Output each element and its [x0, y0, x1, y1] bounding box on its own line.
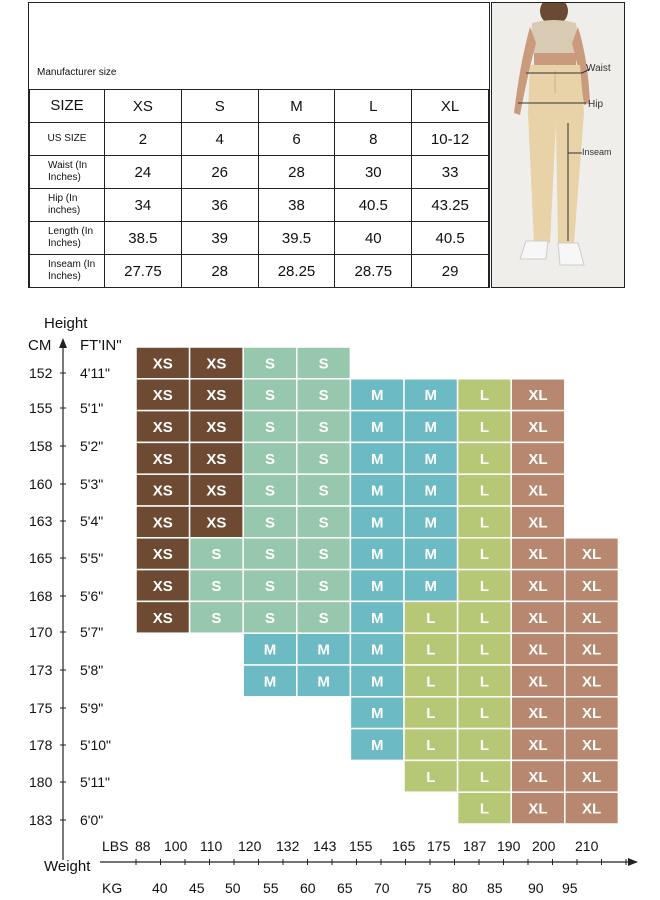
model-photo: [491, 2, 625, 288]
hip-label: Hip: [588, 99, 604, 110]
table-cell: 28.25: [258, 255, 335, 288]
size-cell-label: XL: [528, 705, 548, 723]
size-cell-label: S: [318, 609, 329, 627]
size-cell-label: S: [264, 387, 276, 405]
table-cell: 40.5: [335, 189, 412, 222]
size-cell-label: M: [317, 641, 330, 659]
size-cell-label: L: [479, 737, 489, 754]
size-grid: [29, 89, 489, 288]
size-cell-label: S: [264, 514, 276, 532]
kg-tick-label: 75: [416, 880, 432, 896]
size-cell-label: L: [479, 482, 489, 500]
table-cell: 38: [258, 189, 335, 222]
table-cell: 6: [258, 123, 335, 156]
height-ftin-label: 5'8": [80, 662, 104, 678]
kg-tick-label: 85: [487, 880, 503, 896]
size-cell-label: M: [424, 387, 438, 405]
size-cell-label: S: [211, 578, 222, 595]
height-cm-label: 165: [29, 550, 53, 566]
row-label: SIZE: [30, 90, 105, 123]
size-cell-label: L: [479, 514, 489, 532]
size-cell-label: XL: [528, 737, 548, 754]
weight-axis-ticks: [136, 859, 626, 865]
height-cm-label: 155: [29, 400, 53, 416]
table-cell: 40: [335, 222, 412, 255]
size-cell-label: L: [426, 673, 436, 691]
table-cell: XL: [412, 90, 489, 123]
size-cell-label: XL: [582, 673, 602, 691]
size-cell-label: L: [479, 768, 489, 786]
height-ftin-label: 5'6": [80, 588, 104, 604]
height-ftin-label: 5'2": [80, 438, 104, 454]
size-cell-label: XS: [152, 482, 173, 500]
row-label: Length (In Inches): [30, 222, 105, 255]
row-label: US SIZE: [30, 123, 105, 156]
size-cell-label: M: [424, 419, 438, 436]
size-cell-label: M: [370, 450, 384, 468]
size-cell-label: XS: [206, 419, 227, 436]
size-cell-label: XS: [206, 482, 227, 500]
inseam-label: Inseam: [582, 147, 612, 157]
height-ftin-label: 5'5": [80, 550, 104, 566]
size-cell-label: L: [426, 609, 436, 627]
height-ftin-label: 5'1": [80, 400, 104, 416]
height-ftin-label: 5'7": [80, 624, 104, 640]
kg-tick-labels: [152, 880, 578, 896]
lbs-tick-labels: [135, 838, 599, 854]
size-cell-label: XS: [152, 450, 173, 468]
size-cell-label: XL: [528, 546, 548, 564]
cm-header: CM: [28, 337, 52, 354]
table-cell: M: [258, 90, 335, 123]
height-weight-size-chart: [0, 300, 660, 900]
size-cell-label: XS: [152, 578, 173, 595]
height-cm-label: 183: [29, 812, 53, 828]
table-cell: 39.5: [258, 222, 335, 255]
size-table: [28, 2, 490, 288]
lbs-tick-label: 187: [463, 838, 487, 854]
table-row: [30, 90, 489, 123]
size-cell-label: M: [317, 673, 330, 691]
lbs-tick-label: 200: [532, 838, 556, 854]
table-cell: 36: [181, 189, 258, 222]
size-cell-label: L: [479, 609, 489, 627]
size-cell-label: S: [318, 450, 329, 468]
table-cell: 8: [335, 123, 412, 156]
kg-tick-label: 80: [452, 880, 468, 896]
size-cell-label: L: [479, 800, 489, 818]
table-cell: 2: [105, 123, 182, 156]
size-cell-label: S: [318, 514, 329, 532]
table-cell: 33: [412, 156, 489, 189]
size-cell-label: XL: [528, 609, 548, 627]
table-row: [30, 156, 489, 189]
size-cell-label: XL: [582, 641, 602, 659]
size-cell-label: S: [264, 482, 276, 500]
size-cell-label: M: [370, 609, 384, 627]
size-cell-label: S: [264, 419, 276, 436]
size-cell-label: XS: [152, 387, 173, 405]
size-cell-label: XL: [528, 387, 548, 405]
size-cell-label: L: [426, 768, 436, 786]
row-label: Hip (In inches): [30, 189, 105, 222]
height-tick-labels: [29, 365, 111, 828]
table-cell: 26: [181, 156, 258, 189]
height-cm-label: 160: [29, 476, 53, 492]
table-cell: 39: [181, 222, 258, 255]
table-row: [30, 189, 489, 222]
size-cell-label: L: [426, 641, 436, 659]
table-cell: 4: [181, 123, 258, 156]
size-cell-label: XL: [528, 768, 548, 786]
height-ftin-label: 5'4": [80, 513, 104, 529]
size-cell-label: S: [264, 450, 276, 468]
kg-tick-label: 40: [152, 880, 168, 896]
size-cell-label: XS: [206, 514, 227, 532]
size-cell-label: S: [318, 482, 329, 500]
size-cell-label: M: [370, 673, 384, 691]
size-cell-label: L: [479, 387, 489, 405]
table-cell: 28: [181, 255, 258, 288]
kg-label: KG: [102, 880, 123, 896]
size-cell-label: XL: [528, 482, 548, 500]
kg-tick-label: 95: [562, 880, 578, 896]
kg-tick-label: 60: [300, 880, 316, 896]
height-cm-label: 178: [29, 737, 53, 753]
table-cell: 30: [335, 156, 412, 189]
size-cell-label: S: [318, 355, 329, 373]
size-cell-label: S: [318, 546, 329, 564]
size-cell-label: XL: [582, 546, 602, 564]
height-cm-label: 152: [29, 365, 53, 381]
model-illustration: [492, 3, 625, 288]
size-cell-label: XL: [582, 800, 602, 818]
size-cell-label: XL: [582, 705, 602, 723]
size-cell-label: M: [370, 546, 384, 564]
size-cell-label: S: [318, 387, 329, 405]
size-cells: [136, 347, 618, 824]
waist-label: Waist: [586, 63, 611, 74]
kg-tick-label: 90: [528, 880, 544, 896]
size-cell-label: XL: [528, 450, 548, 468]
size-cell-label: L: [426, 737, 436, 754]
size-cell-label: M: [370, 705, 384, 723]
table-row: [30, 222, 489, 255]
height-cm-label: 180: [29, 774, 53, 790]
size-cell-label: S: [264, 546, 276, 564]
size-cell-label: M: [370, 419, 384, 436]
lbs-label: LBS: [102, 838, 129, 854]
size-cell-label: XS: [152, 514, 173, 532]
size-cell-label: M: [370, 387, 384, 405]
lbs-tick-label: 120: [238, 838, 262, 854]
size-cell-label: L: [479, 673, 489, 691]
table-cell: L: [335, 90, 412, 123]
weight-axis-title: Weight: [44, 858, 91, 875]
size-cell-label: S: [318, 419, 329, 436]
size-cell-label: M: [424, 450, 438, 468]
kg-tick-label: 55: [263, 880, 279, 896]
height-cm-label: 158: [29, 438, 53, 454]
table-cell: 38.5: [105, 222, 182, 255]
size-cell-label: L: [479, 705, 489, 723]
size-cell-label: S: [211, 546, 222, 564]
height-ftin-label: 5'11": [80, 774, 110, 790]
height-ftin-label: 5'9": [80, 700, 104, 716]
weight-axis-arrow: [628, 858, 638, 866]
lbs-tick-label: 143: [313, 838, 337, 854]
lbs-tick-label: 165: [392, 838, 416, 854]
table-row: [30, 123, 489, 156]
size-cell-label: L: [426, 705, 436, 723]
size-cell-label: L: [479, 546, 489, 564]
table-cell: 28: [258, 156, 335, 189]
kg-tick-label: 70: [374, 880, 390, 896]
lbs-tick-label: 110: [200, 838, 223, 854]
height-cm-label: 170: [29, 624, 53, 640]
height-cm-label: 168: [29, 588, 53, 604]
height-cm-label: 163: [29, 513, 53, 529]
size-cell-label: M: [263, 641, 277, 659]
height-ftin-label: 6'0": [80, 812, 104, 828]
size-cell-label: XL: [582, 578, 602, 595]
size-cell-label: XS: [152, 419, 173, 436]
table-cell: 10-12: [412, 123, 489, 156]
lbs-tick-label: 190: [497, 838, 521, 854]
size-cell-label: S: [264, 578, 276, 595]
table-row: [30, 255, 489, 288]
size-cell-label: M: [370, 641, 384, 659]
size-cell-label: S: [264, 609, 276, 627]
table-cell: 24: [105, 156, 182, 189]
lbs-tick-label: 88: [135, 838, 151, 854]
size-cell-label: M: [424, 514, 438, 532]
size-cell-label: L: [479, 450, 489, 468]
size-cell-label: M: [370, 514, 384, 532]
height-axis-arrow: [59, 338, 67, 348]
size-cell-label: L: [479, 419, 489, 436]
height-ftin-label: 5'10": [80, 737, 112, 753]
table-cell: 29: [412, 255, 489, 288]
kg-tick-label: 50: [225, 880, 241, 896]
size-cell-label: L: [479, 641, 489, 659]
size-cell-label: M: [370, 737, 384, 754]
size-cell-label: XL: [528, 419, 548, 436]
size-cell-label: XL: [582, 609, 602, 627]
size-cell-label: XS: [206, 387, 227, 405]
size-cell-label: S: [211, 609, 222, 627]
height-axis-title: Height: [44, 315, 88, 332]
table-cell: 43.25: [412, 189, 489, 222]
table-cell: XS: [105, 90, 182, 123]
ftin-header: FT'IN": [80, 337, 122, 354]
size-cell-label: XL: [528, 578, 548, 595]
height-cm-label: 175: [29, 700, 53, 716]
size-cell-label: XL: [528, 673, 548, 691]
size-cell-label: M: [424, 578, 438, 595]
size-cell-label: S: [318, 578, 329, 595]
table-cell: S: [181, 90, 258, 123]
size-cell-label: M: [370, 578, 384, 595]
size-cell-label: M: [424, 482, 438, 500]
table-cell: 28.75: [335, 255, 412, 288]
manufacturer-size-label: Manufacturer size: [37, 67, 117, 78]
size-cell-label: XS: [152, 609, 173, 627]
size-cell-label: L: [479, 578, 489, 595]
size-cell-label: M: [263, 673, 277, 691]
size-cell-label: XL: [582, 768, 602, 786]
size-cell-label: M: [370, 482, 384, 500]
size-cell-label: XS: [152, 546, 173, 564]
size-cell-label: XS: [152, 355, 173, 373]
kg-tick-label: 45: [189, 880, 205, 896]
size-cell-label: XS: [206, 450, 227, 468]
row-label: Waist (In Inches): [30, 156, 105, 189]
size-cell-label: XS: [206, 355, 227, 373]
lbs-tick-label: 100: [164, 838, 188, 854]
size-cell-label: XL: [582, 737, 602, 754]
table-cell: 40.5: [412, 222, 489, 255]
height-cm-label: 173: [29, 662, 53, 678]
lbs-tick-label: 175: [427, 838, 451, 854]
size-cell-label: XL: [528, 641, 548, 659]
height-ftin-label: 4'11": [80, 365, 110, 381]
row-label: Inseam (In Inches): [30, 255, 105, 288]
kg-tick-label: 65: [337, 880, 353, 896]
size-cell-label: XL: [528, 800, 548, 818]
size-cell-label: M: [424, 546, 438, 564]
height-ftin-label: 5'3": [80, 476, 104, 492]
lbs-tick-label: 210: [575, 838, 599, 854]
table-cell: 27.75: [105, 255, 182, 288]
size-cell-label: S: [264, 355, 276, 373]
lbs-tick-label: 132: [276, 838, 300, 854]
lbs-tick-label: 155: [349, 838, 373, 854]
table-cell: 34: [105, 189, 182, 222]
size-cell-label: XL: [528, 514, 548, 532]
